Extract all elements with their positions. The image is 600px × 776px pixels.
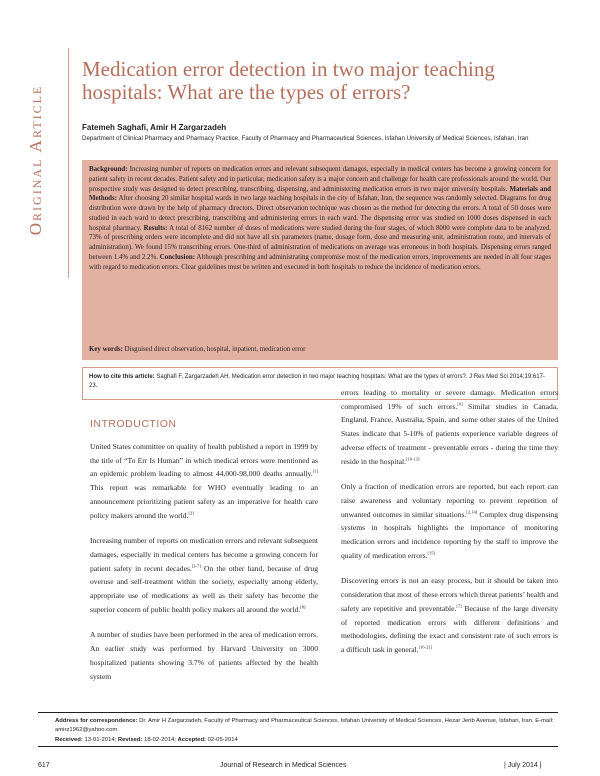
keywords bbox=[89, 346, 551, 353]
reference-link[interactable]: [2,14] bbox=[466, 509, 478, 515]
accepted-label: Accepted: bbox=[177, 736, 207, 743]
paragraph-text: This report was remarkable for WHO eventually leading to an announcement prioritizing patient safety as an imperative for health care policy makers around the world. bbox=[90, 483, 318, 520]
citation-text: Saghafi F, Zargarzadeh AH. Medication error detection in two major teaching hospitals: What are the types of errors?. J Res Med Sci 2014;19:617-23. bbox=[89, 374, 545, 389]
page-number: 617 bbox=[38, 762, 50, 769]
revised-label: Revised: bbox=[117, 736, 143, 743]
correspondence-block bbox=[55, 717, 555, 745]
paragraph bbox=[90, 440, 318, 522]
reference-link[interactable]: [2] bbox=[188, 509, 194, 515]
vertical-divider bbox=[68, 48, 69, 278]
results-label: Results: bbox=[143, 224, 168, 232]
paragraph-text: Discovering errors is not an easy process, but it should be taken into consideration that most of these errors which threat patients’ health and safety are repetitive and preventable. bbox=[341, 576, 558, 613]
paragraph-text: A number of studies have been performed in the area of medication errors. An earlier study was performed by Harvard University on 3000 hospitalized patients showing 3.7% of patients affected by the health system bbox=[90, 630, 318, 681]
paragraph bbox=[341, 480, 558, 562]
correspondence-text: Dr. Amir H Zargarzadeh, Faculty of Pharmacy and Pharmaceutical Sciences, Isfahan University of Medical Sciences, Hezar Jerib Avenue, Isfahan, Iran. E-mail: amirz1962@yahoo.com bbox=[55, 718, 554, 734]
keywords-label: Key words: bbox=[89, 346, 123, 353]
reference-link[interactable]: [3-7] bbox=[191, 563, 201, 569]
correspondence-label: Address for correspondence: bbox=[55, 718, 138, 724]
citation-label: How to cite this article: bbox=[89, 374, 155, 380]
paragraph-text: errors leading to mortality or severe damage. Medication errors compromised 19% of such errors. bbox=[341, 388, 558, 411]
received-date: 13-01-2014; bbox=[84, 736, 117, 743]
background-text: Increasing number of reports on medication errors and relevant subsequent damages, especially in medical centers has become a growing concern for patient safety in recent decades. Patient safety and in particular, medication safety is a major concern and challenge for health care professionals around the world. Our prospective study was designed to detect prescribing, transcribing, dispensing, and administering medication errors in two major university hospitals. bbox=[89, 166, 551, 193]
paragraph-text: Complex drug dispensing systems in hospitals highlights the importance of monitoring medication errors and incidence reporting by the staff to improve the quality of medication errors. bbox=[341, 509, 558, 560]
paragraph-text: United States committee on quality of health published a report in 1999 by the title of “To Err Is Human” in which medical errors were mentioned as an epidemic problem leading to almost 44,000-98,000 deaths annually. bbox=[90, 442, 318, 479]
paragraph bbox=[341, 386, 558, 468]
paragraph bbox=[341, 574, 558, 656]
received-label: Received: bbox=[55, 736, 83, 743]
reference-link[interactable]: [8] bbox=[300, 604, 306, 610]
paragraph-text: On the other hand, because of drug overuse and self-treatment within the society, especially among elderly, appropriate use of medications as well as their safety has become the superior concern of public health policy makers all around the world. bbox=[90, 563, 318, 614]
abstract bbox=[89, 165, 551, 272]
methods-text: After choosing 20 similar hospital wards in two large teaching hospitals in the city of Isfahan, Iran, the sequence was randomly selected. Diagrams for drug distribution were drawn by the help of pharmacy directors. Direct observation technique was chosen as the method for detecting the errors. A total of 50 doses were studied in each ward to detect prescribing, transcribing and administering errors in each ward. The dispensing error was studied on 1000 doses dispensed in each hospital pharmacy. bbox=[89, 195, 552, 232]
issue-date: | July 2014 | bbox=[504, 762, 542, 769]
paragraph-text: Because of the large diversity of reported medication errors with different definitions and methodologies, defining the exact and consistent rate of such errors is a difficult task in general. bbox=[341, 603, 559, 654]
paragraph-text: Similar studies in Canada, England, France, Australia, Spain, and some other states of the United States indicate that 5-10% of patients experience variable degrees of adverse effects of treatment - preventable errors - during the time they reside in the hospital. bbox=[341, 401, 559, 466]
reference-link[interactable]: [15] bbox=[427, 550, 435, 556]
reference-link[interactable]: [9] bbox=[457, 401, 463, 407]
paragraph-text: Only a fraction of medication errors are reported, but each report can raise awareness and voluntary reporting to prevent repetition of unwanted outcomes in similar situations. bbox=[341, 482, 558, 519]
reference-link[interactable]: [1] bbox=[312, 468, 318, 474]
correspondence-divider bbox=[38, 712, 558, 713]
conclusion-text: Although prescribing and administrating compromise most of the medication errors, improvements are needed in all four stages with regard to medication errors. Clear guidelines must be written and executed in both hospitals to reduce the incidence of medication errors. bbox=[89, 253, 551, 271]
conclusion-label: Conclusion: bbox=[159, 253, 196, 261]
authors: Fatemeh Saghafi, Amir H Zargarzadeh bbox=[82, 123, 227, 132]
results-text: A total of 8162 number of doses of medications were studied during the four stages, of which 8000 were complete data to be analyzed. 73% of prescribing orders were incomplete and did not have all six parameters (name, dosage form, dose and measuring unit, administration route, and intervals of administration). We found 15% transcribing errors. One-third of administration of medications on average was erroneous in both hospitals. Dispensing errors ranged between 1.4% and 2.2%. bbox=[89, 224, 551, 261]
paragraph bbox=[90, 628, 318, 683]
right-column bbox=[341, 386, 558, 669]
reference-link[interactable]: [10-13] bbox=[405, 455, 420, 461]
paragraph-text: Increasing number of reports on medication errors and relevant subsequent damages, especially in medical centers has become a growing concern for patient safety in recent decades. bbox=[90, 536, 318, 573]
accepted-date: 02-05-2014 bbox=[207, 736, 238, 743]
paragraph bbox=[90, 534, 318, 616]
reference-link[interactable]: [7] bbox=[456, 603, 462, 609]
journal-name: Journal of Research in Medical Sciences bbox=[220, 762, 347, 769]
article-title: Medication error detection in two major teaching hospitals: What are the types of errors? bbox=[82, 57, 495, 104]
left-column bbox=[90, 440, 318, 695]
revised-date: 18-02-2014; bbox=[144, 736, 176, 743]
reference-link[interactable]: [16-21] bbox=[418, 644, 433, 650]
methods-label: Materials and Methods: bbox=[89, 185, 551, 203]
background-label: Background: bbox=[89, 166, 128, 173]
keywords-text: Disguised direct observation, hospital, inpatient, medication error bbox=[124, 346, 306, 353]
article-type-label: Original Article bbox=[26, 84, 45, 236]
footer-divider bbox=[38, 746, 558, 747]
introduction-heading: INTRODUCTION bbox=[90, 418, 177, 430]
affiliation: Department of Clinical Pharmacy and Pharmacy Practice, Faculty of Pharmacy and Pharmaceutical Sciences, Isfahan University of Medical Sciences, Isfahan, Iran bbox=[82, 135, 529, 142]
